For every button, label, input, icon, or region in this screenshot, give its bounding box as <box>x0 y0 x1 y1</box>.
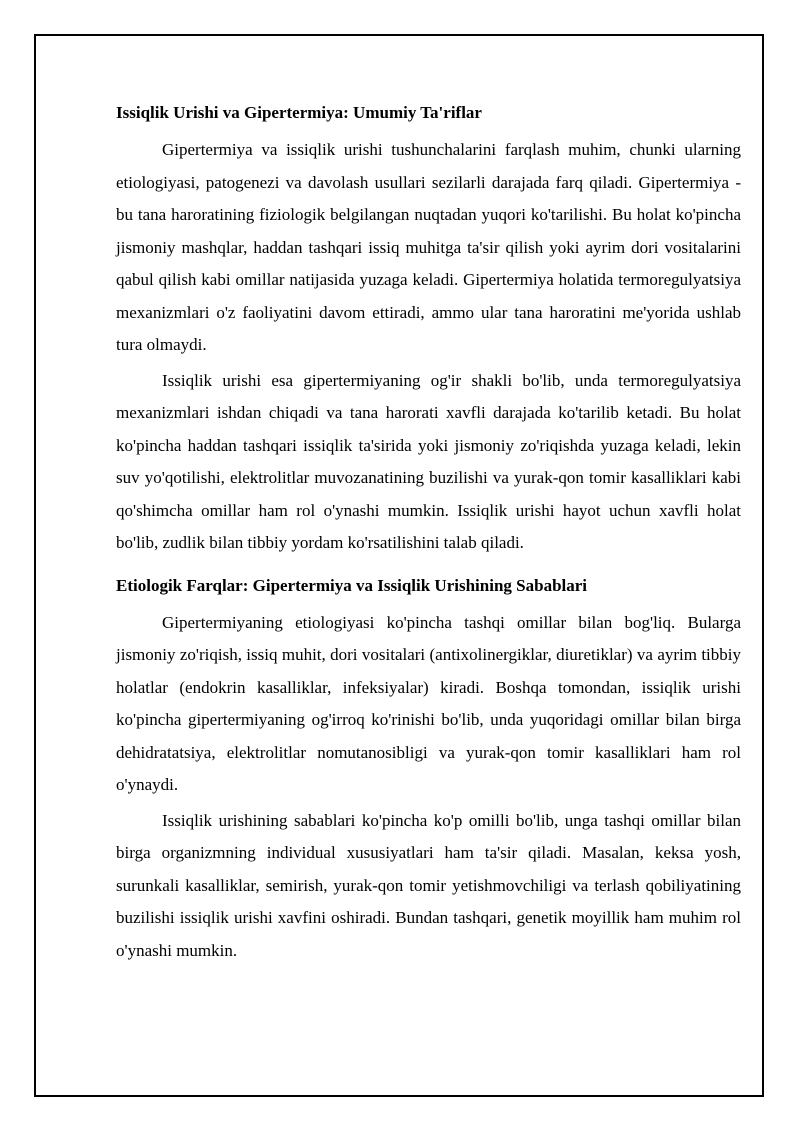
section-heading: Etiologik Farqlar: Gipertermiya va Issiqlik Urishining Sabablari <box>116 575 588 595</box>
paragraph: Gipertermiya va issiqlik urishi tushunchalarini farqlash muhim, chunki ularning etiologiyasi, patogenezi va davolash usullari sezilarli darajada farq qiladi. Gipertermiya - bu tana haroratining fiziologik belgilangan nuqtadan yuqori ko'tarilishi. Bu holat ko'pincha jismoniy mashqlar, haddan tashqari issiq muhitga ta'sir qilish yoki ayrim dori vositalarini qabul qilish kabi omillar natijasida yuzaga keladi. Gipertermiya holatida termoregulyatsiya mexanizmlari o'z faoliyatini davom ettiradi, ammo ular tana haroratini me'yorida ushlab tura olmaydi. <box>116 140 741 354</box>
section-etiology <box>116 573 741 968</box>
section-definitions <box>116 100 741 560</box>
section-heading: Issiqlik Urishi va Gipertermiya: Umumiy Ta'riflar <box>116 103 482 122</box>
paragraph: Issiqlik urishining sabablari ko'pincha ko'p omilli bo'lib, unga tashqi omillar bilan birga organizmning individual xususiyatlari ham ta'sir qiladi. Masalan, keksa yosh, surunkali kasalliklar, semirish, yurak-qon tomir yetishmovchiligi va terlash qobiliyatining buzilishi issiqlik urishi xavfini oshiradi. Bundan tashqari, genetik moyillik ham muhim rol o'ynashi mumkin. <box>116 810 741 960</box>
paragraph: Issiqlik urishi esa gipertermiyaning og'ir shakli bo'lib, unda termoregulyatsiya mexanizmlari ishdan chiqadi va tana harorati xavfli darajada ko'tarilib ketadi. Bu holat ko'pincha haddan tashqari issiqlik ta'sirida yoki jismoniy zo'riqishda yuzaga keladi, lekin suv yo'qotilishi, elektrolitlar muvozanatining buzilishi va yurak-qon tomir kasalliklari kabi qo'shimcha omillar ham rol o'ynashi mumkin. Issiqlik urishi hayot uchun xavfli holat bo'lib, zudlik bilan tibbiy yordam ko'rsatilishini talab qiladi. <box>116 370 741 552</box>
document-body <box>116 100 741 970</box>
paragraph: Gipertermiyaning etiologiyasi ko'pincha tashqi omillar bilan bog'liq. Bularga jismoniy zo'riqish, issiq muhit, dori vositalari (antixolinergiklar, diuretiklar) va ayrim tibbiy holatlar (endokrin kasalliklar, infeksiyalar) kiradi. Boshqa tomondan, issiqlik urishi ko'pincha gipertermiyaning og'irroq ko'rinishi bo'lib, unda yuqoridagi omillar bilan birga dehidratatsiya, elektrolitlar nomutanosibligi va yurak-qon tomir kasalliklari ham rol o'ynaydi. <box>116 612 741 794</box>
